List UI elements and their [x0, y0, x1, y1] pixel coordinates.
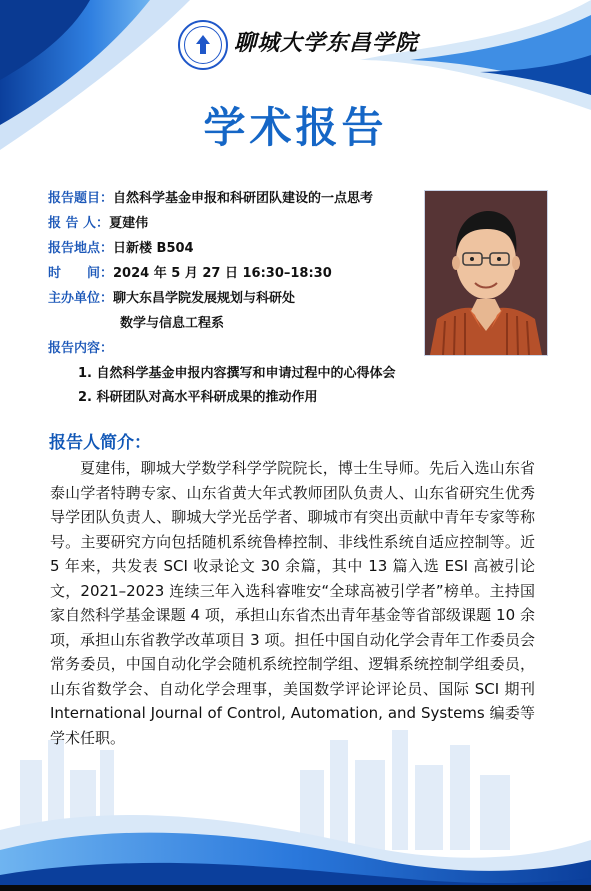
content-label: 报告内容： [48, 341, 114, 356]
poster-title: 学术报告 [203, 103, 388, 152]
bio-text: 夏建伟，聊城大学数学科学学院院长，博士生导师。先后入选山东省泰山学者特聘专家、山东省黄大年式教师团队负责人、山东省研究生优秀导学团队负责人、聊城大学光岳学者、聊城市有突出贡献中青年专家等称号。主要研究方向包括随机系统鲁棒控制、非线性系统自适应控制等。近 5 年来，共发表 SCI 收录论文 30 余篇，其中 13 篇入选 ESI 高被引论文，2021–2023 连续三年入选科睿唯安“全球高被引学者”榜单。主持国家自然科学基金课题 4 项，承担山东省杰出青年基金等省部级课题 10 余项，承担山东省教学改革项目 3 项。担任中国自动化学会青年工作委员会常务委员，中国自动化学会随机系统控制学组、逻辑系统控制学组委员，山东省数学会、自动化学会理事，美国数学评论评论员、国际 SCI 期刊 International Journal of Control, Automation, and Systems 编委等学术任职。 [50, 459, 535, 747]
topic-value: 自然科学基金申报和科研团队建设的一点思考 [113, 191, 374, 206]
footer-strip [0, 885, 591, 891]
time-value: 2024 年 5 月 27 日 16:30–18:30 [113, 266, 332, 281]
content-row [48, 337, 113, 356]
host-label: 主办单位： [48, 291, 114, 306]
location-value: 日新楼 B504 [113, 241, 194, 256]
time-label: 时 间： [48, 266, 114, 281]
topic-row [48, 187, 373, 206]
speaker-portrait-icon [425, 191, 547, 355]
host-row-2 [120, 312, 224, 331]
content-item-2 [78, 386, 318, 405]
location-label: 报告地点： [48, 241, 114, 256]
speaker-photo [424, 190, 548, 356]
time-row [48, 262, 332, 281]
content-item-2-text: 2. 科研团队对高水平科研成果的推动作用 [78, 390, 318, 405]
content-item-1 [78, 362, 396, 381]
speaker-row [48, 212, 148, 231]
speaker-label: 报 告 人： [48, 216, 110, 231]
location-row [48, 237, 194, 256]
topic-label: 报告题目： [48, 191, 114, 206]
host-value-1: 聊大东昌学院发展规划与科研处 [113, 291, 296, 306]
content-item-1-text: 1. 自然科学基金申报内容撰写和申请过程中的心得体会 [78, 366, 396, 381]
bio-title: 报告人简介： [49, 433, 151, 453]
host-row [48, 287, 295, 306]
host-value-2: 数学与信息工程系 [120, 316, 225, 331]
school-name: 聊城大学东昌学院 [234, 30, 419, 56]
speaker-value: 夏建伟 [109, 216, 149, 231]
university-logo-icon [178, 20, 228, 70]
